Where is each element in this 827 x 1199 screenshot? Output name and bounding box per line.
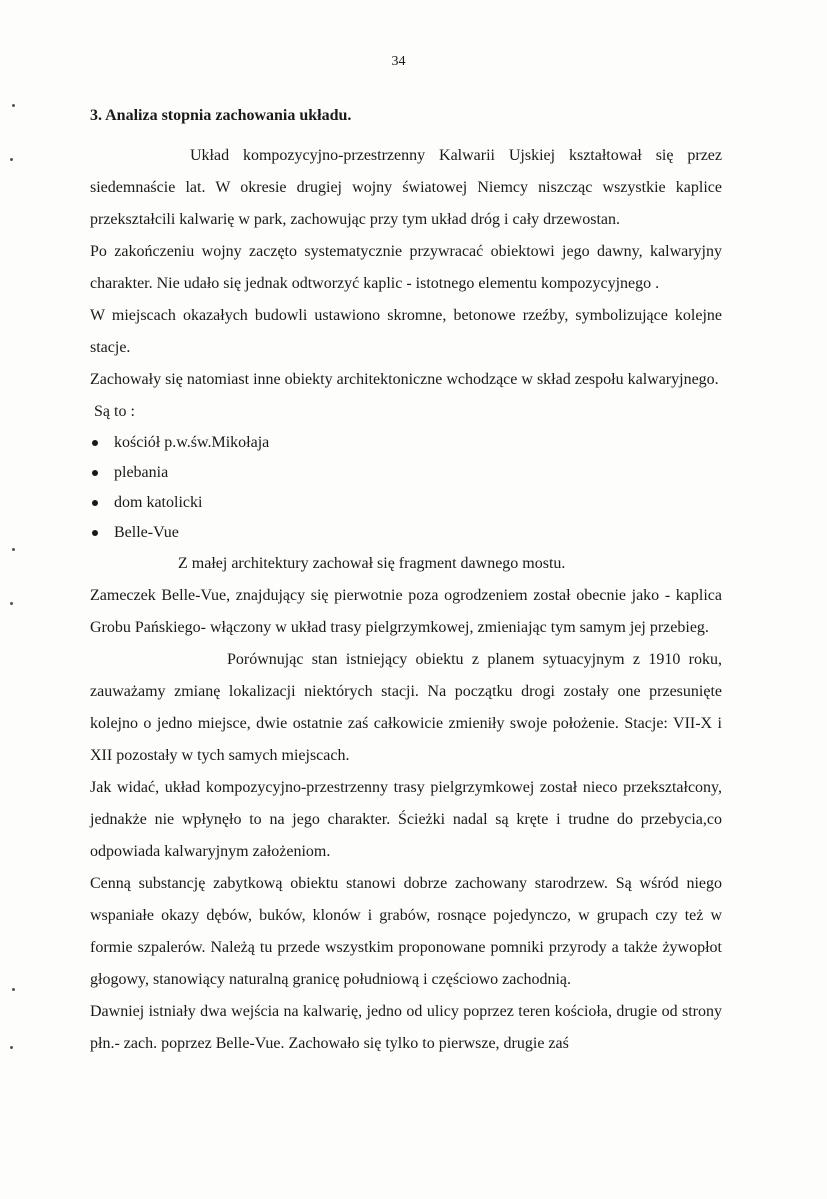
- paragraph: Jak widać, układ kompozycyjno-przestrzenny trasy pielgrzymkowej został nieco przekształcony, jednakże nie wpłynęło to na jego charakter. Ścieżki nadal są kręte i trudne do przebycia,co odpowiada kalwaryjnym założeniom.: [90, 779, 722, 860]
- bullet-icon: [92, 470, 98, 476]
- paragraph: Porównując stan istniejący obiektu z planem sytuacyjnym z 1910 roku, zauważamy zmianę lokalizacji niektórych stacji. Na początku drogi zostały one przesunięte kolejno o jedno miejsce, dwie ostatnie zaś całkowicie zmieniły swoje położenie. Stacje: VII-X i XII pozostały w tych samych miejscach.: [90, 651, 722, 764]
- paragraph: Z małej architektury zachował się fragment dawnego mostu.: [178, 555, 566, 572]
- list-item: dom katolicki: [90, 488, 722, 518]
- margin-mark: [12, 104, 15, 107]
- margin-mark: [10, 158, 13, 161]
- paragraph: Układ kompozycyjno-przestrzenny Kalwarii Ujskiej kształtował się przez siedemnaście lat. W okresie drugiej wojny światowej Niemcy niszcząc wszystkie kaplice przekształcili kalwarię w park, zachowując przy tym układ dróg i cały drzewostan.: [90, 147, 722, 228]
- page-number: 34: [391, 54, 406, 69]
- bullet-icon: [92, 530, 98, 536]
- margin-mark: [12, 548, 15, 551]
- margin-mark: [10, 1046, 13, 1049]
- list-item: plebania: [90, 458, 722, 488]
- paragraph: Cenną substancję zabytkową obiektu stanowi dobrze zachowany starodrzew. Są wśród niego wspaniałe okazy dębów, buków, klonów i grabów, rosnące pojedynczo, w grupach czy też w formie szpalerów. Należą tu przede wszystkim proponowane pomniki przyrody a także żywopłot głogowy, stanowiący naturalną granicę południową i częściowo zachodnią.: [90, 875, 722, 988]
- margin-mark: [10, 602, 13, 605]
- list-item: kościół p.w.św.Mikołaja: [90, 428, 722, 458]
- paragraph: W miejscach okazałych budowli ustawiono skromne, betonowe rzeźby, symbolizujące kolejne stacje.: [90, 307, 722, 356]
- paragraph: Po zakończeniu wojny zaczęto systematycznie przywracać obiektowi jego dawny, kalwaryjny charakter. Nie udało się jednak odtworzyć kaplic - istotnego elementu kompozycyjnego .: [90, 243, 722, 292]
- paragraph: Dawniej istniały dwa wejścia na kalwarię, jedno od ulicy poprzez teren kościoła, drugie od strony płn.- zach. poprzez Belle-Vue. Zachowało się tylko to pierwsze, drugie zaś: [90, 1003, 722, 1052]
- paragraph: Zachowały się natomiast inne obiekty architektoniczne wchodzące w skład zespołu kalwaryjnego.: [90, 371, 719, 388]
- list-label: Są to :: [94, 403, 135, 420]
- bullet-list: [90, 428, 722, 548]
- document-body: [90, 100, 722, 1060]
- bullet-icon: [92, 440, 98, 446]
- margin-mark: [12, 988, 15, 991]
- list-item: Belle-Vue: [90, 518, 722, 548]
- bullet-icon: [92, 500, 98, 506]
- paragraph: Zameczek Belle-Vue, znajdujący się pierwotnie poza ogrodzeniem został obecnie jako - kaplica Grobu Pańskiego- włączony w układ trasy pielgrzymkowej, zmieniając tym samym jej przebieg.: [90, 587, 722, 636]
- section-heading: 3. Analiza stopnia zachowania układu.: [90, 107, 352, 124]
